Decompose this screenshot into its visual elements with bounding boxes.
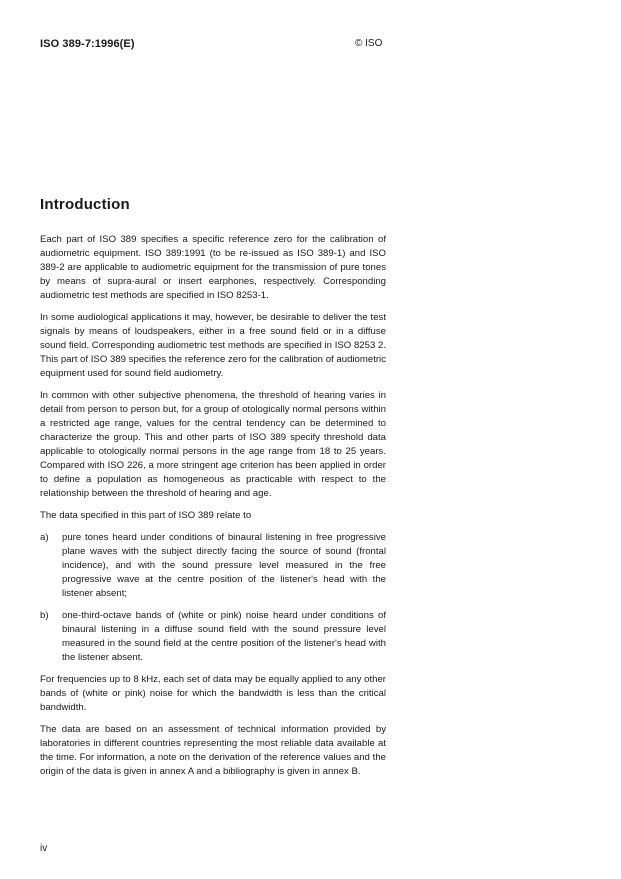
paragraph-1: Each part of ISO 389 specifies a specific reference zero for the calibration of audiometric equipment. ISO 389:1991 (to be re-issued as ISO 389-1) and ISO 389-2 are applicable to audiometric equipment for the transmission of pure tones by means of supra-aural or insert earphones, respectively. Corresponding audiometric test methods are specified in ISO 8253-1. xyxy=(40,234,386,301)
body-content xyxy=(40,233,386,787)
paragraph-2: In some audiological applications it may, however, be desirable to deliver the test signals by means of loudspeakers, either in a free sound field or in a diffuse sound field. Corresponding audiometric test methods are specified in ISO 8253 2. This part of ISO 389 specifies the reference zero for the calibration of audiometric equipment used for sound field audiometry. xyxy=(40,312,386,379)
page-title: Introduction xyxy=(40,196,130,213)
copyright-notice: © ISO xyxy=(355,38,383,49)
paragraph-5: For frequencies up to 8 kHz, each set of data may be equally applied to any other bands of (white or pink) noise for which the bandwidth is less than the critical bandwidth. xyxy=(40,674,386,713)
page-number: iv xyxy=(40,843,48,854)
list-item-a xyxy=(40,531,386,601)
list-marker-b: b) xyxy=(40,610,49,621)
list-item-b xyxy=(40,609,386,665)
paragraph-3: In common with other subjective phenomena, the threshold of hearing varies in detail from person to person but, for a group of otologically normal persons within a restricted age range, values for the central tendency can be determined to characterize the group. This and other parts of ISO 389 specify threshold data applicable to otologically normal persons in the age range from 18 to 25 years. Compared with ISO 226, a more stringent age criterion has been applied in order to define a population as homogeneous as practicable with respect to the relationship between the threshold of hearing and age. xyxy=(40,390,386,499)
list-text-b: one-third-octave bands of (white or pink) noise heard under conditions of binaural listening in a diffuse sound field with the sound pressure level measured in the sound field at the centre position of the listener's head with the listener absent. xyxy=(62,610,386,663)
paragraph-4: The data specified in this part of ISO 389 relate to xyxy=(40,510,252,521)
list-marker-a: a) xyxy=(40,532,49,543)
paragraph-6: The data are based on an assessment of technical information provided by laboratories in different countries representing the most reliable data available at the time. For information, a note on the derivation of the reference values and the origin of the data is given in annex A and a bibliography is given in annex B. xyxy=(40,724,386,777)
list-text-a: pure tones heard under conditions of binaural listening in free progressive plane waves with the subject directly facing the source of sound (frontal incidence), and with the sound pressure level measured in the free progressive wave at the centre position of the listener's head with the listener absent; xyxy=(62,532,386,599)
document-id: ISO 389-7:1996(E) xyxy=(40,38,135,50)
